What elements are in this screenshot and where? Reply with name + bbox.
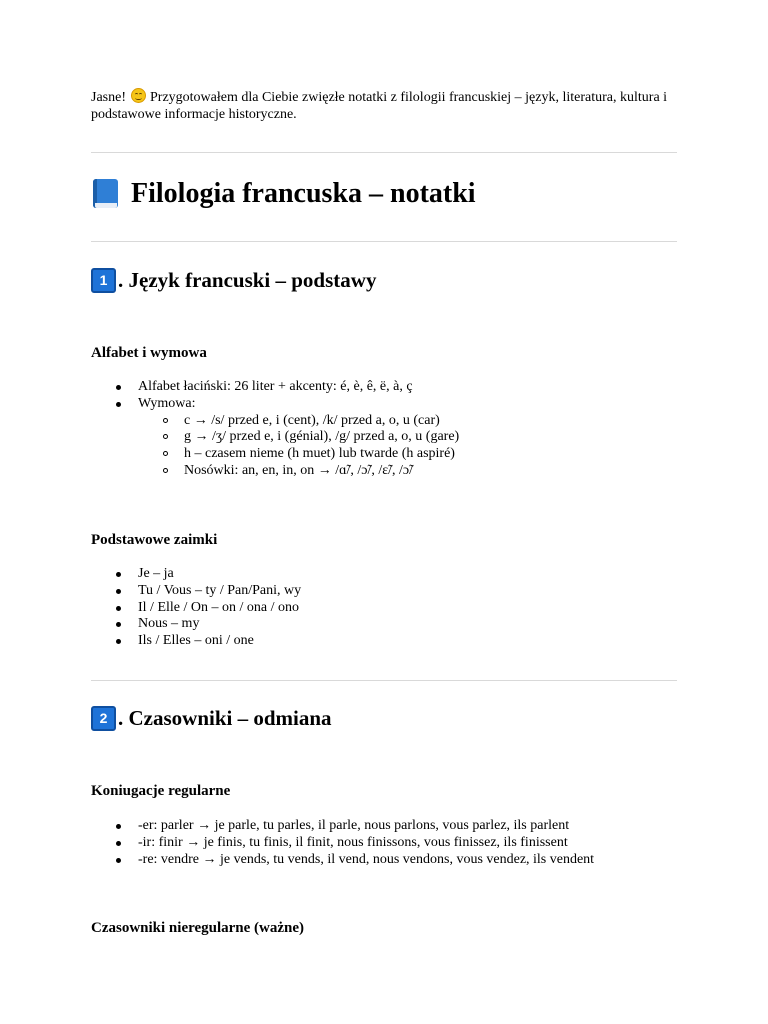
list-item: -er: parler → je parle, tu parles, il parle, nous parlons, vous parlez, ils parlent [91,818,677,835]
smiling-face-icon [131,88,146,103]
nested-list-item: c → /s/ przed e, i (cent), /k/ przed a, o, u (car) [138,413,677,430]
subsection-alphabet-heading: Alfabet i wymowa [91,345,207,361]
blue-book-icon [91,178,121,210]
subsection-irregular-heading: Czasowniki nieregularne (ważne) [91,920,305,936]
intro-text-rest: Przygotowałem dla Ciebie zwięzłe notatki z filologii francuskiej – język, literatura, kultura i podstawowe informacje historyczne. [91,90,668,122]
divider [91,241,677,242]
subsection-regular-heading: Koniugacje regularne [91,783,231,799]
section-2-title: . Czasowniki – odmiana [118,706,332,730]
section-1-title: . Język francuski – podstawy [118,268,377,292]
divider [91,152,677,153]
list-item: -re: vendre → je vends, tu vends, il vend, nous vendons, vous vendez, ils vendent [91,852,677,869]
nested-list-item: g → /ʒ/ przed e, i (génial), /g/ przed a, o, u (gare) [138,429,677,446]
list-item: Ils / Elles – oni / one [91,633,677,650]
subsection-pronouns-heading: Podstawowe zaimki [91,532,218,548]
list-item: Il / Elle / On – on / ona / ono [91,600,677,617]
list-item [91,396,677,480]
list-item: Nous – my [91,616,677,633]
nested-list-item: h – czasem nieme (h muet) lub twarde (h aspiré) [138,446,677,463]
list-item: Je – ja [91,566,677,583]
intro-paragraph [91,88,677,123]
pronouns-list [91,566,677,650]
list-item-label: Wymowa: [138,395,196,411]
alphabet-list [91,379,677,480]
list-item: Alfabet łaciński: 26 liter + akcenty: é, è, ê, ë, à, ç [91,379,677,396]
nested-list-item: Nosówki: an, en, in, on → /ɑ̃/, /ɔ̃/, /ɛ̃/, /ɔ̃/ [138,463,677,480]
page-title-text: Filologia francuska – notatki [131,178,476,209]
list-item: Tu / Vous – ty / Pan/Pani, wy [91,583,677,600]
intro-text-start: Jasne! [91,90,130,105]
list-item: -ir: finir → je finis, tu finis, il finit, nous finissons, vous finissez, ils finissent [91,835,677,852]
keycap-1-icon: 1 [91,268,116,293]
section-2-heading [91,704,677,732]
regular-conjugation-list [91,818,677,868]
keycap-2-icon: 2 [91,706,116,731]
divider [91,680,677,681]
nested-list [91,413,677,480]
page-title [91,176,677,212]
section-1-heading [91,266,677,294]
